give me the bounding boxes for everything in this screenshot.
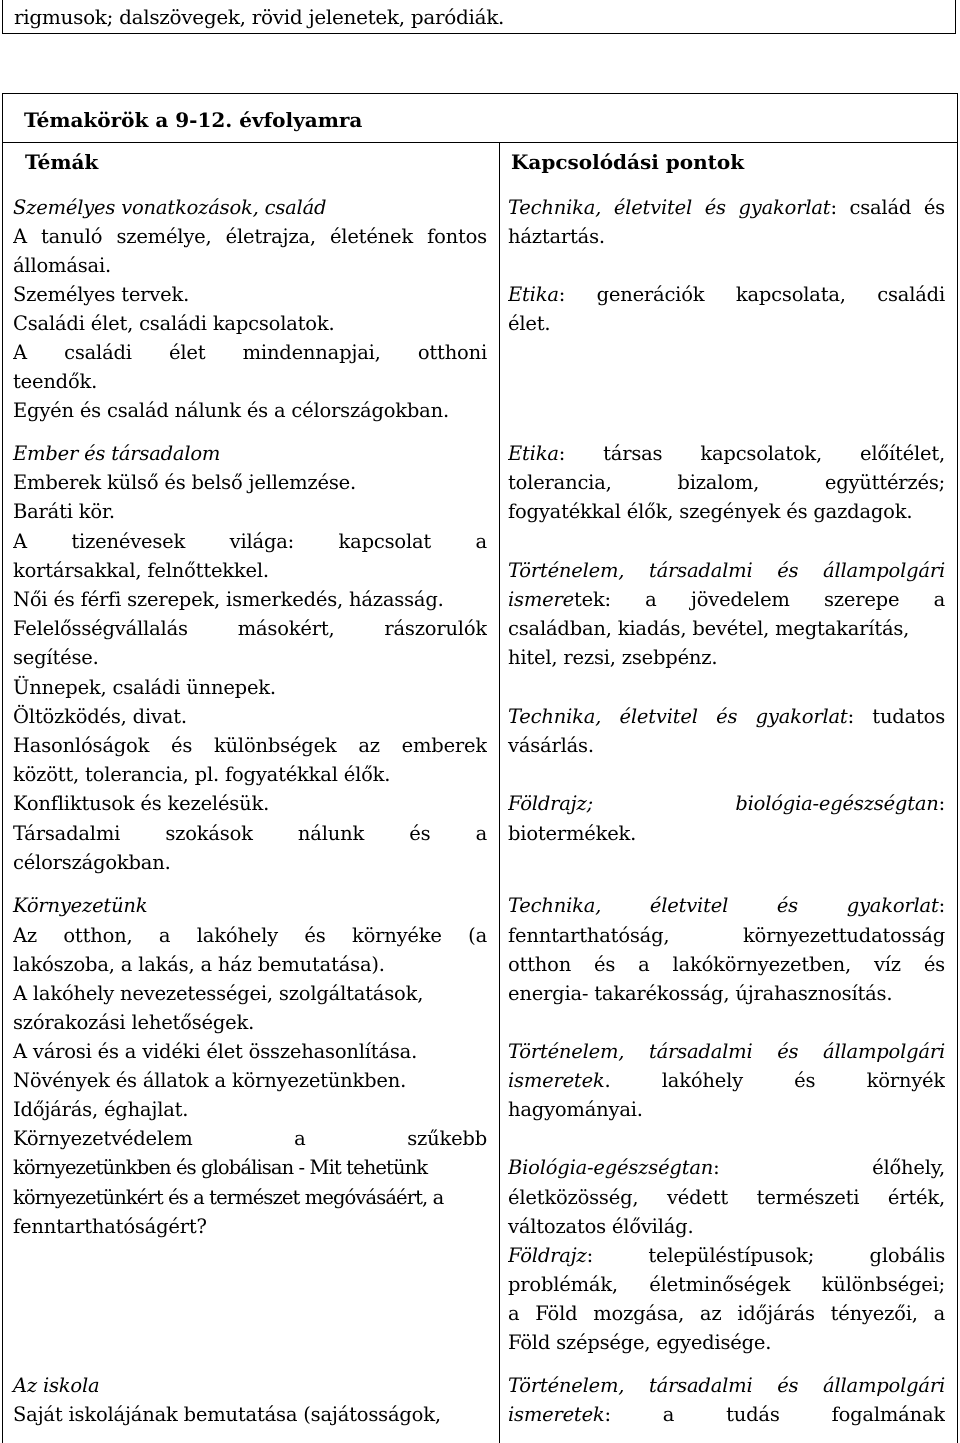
connection-line: ismeretek. lakóhely és környék	[508, 1069, 945, 1092]
previous-row-text: rigmusok; dalszövegek, rövid jelenetek, paródiák.	[14, 5, 505, 29]
section-title: Az iskola	[13, 1374, 100, 1397]
connection-line: Történelem, társadalmi és állampolgári	[508, 1040, 945, 1063]
topic-line: Baráti kör.	[13, 500, 115, 523]
connection-line: Történelem, társadalmi és állampolgári	[508, 559, 945, 582]
connection-line: a Föld mozgása, az időjárás tényezői, a	[508, 1302, 945, 1325]
topic-line: Ünnepek, családi ünnepek.	[13, 676, 276, 699]
connection-line: Etika: társas kapcsolatok, előítélet,	[508, 442, 945, 465]
topic-line: teendők.	[13, 370, 98, 393]
connection-line: hitel, rezsi, zsebpénz.	[508, 646, 718, 669]
connection-line: Történelem, társadalmi és állampolgári	[508, 1374, 945, 1397]
connection-line: fenntarthatóság, környezettudatosság	[508, 924, 945, 947]
topic-line: A városi és a vidéki élet összehasonlítása.	[13, 1040, 418, 1063]
connection-line: Biológia-egészségtan: élőhely,	[508, 1156, 945, 1179]
header-divider	[3, 142, 957, 143]
topic-line: Környezetvédelem a szűkebb	[13, 1127, 487, 1150]
topic-line: Családi élet, családi kapcsolatok.	[13, 312, 335, 335]
section-title: Személyes vonatkozások, család	[13, 196, 327, 219]
connection-line: Technika, életvitel és gyakorlat:	[508, 894, 945, 917]
connection-line: élet.	[508, 312, 551, 335]
section-title: Ember és társadalom	[13, 442, 221, 465]
topic-line: Személyes tervek.	[13, 283, 190, 306]
topic-line: A tanuló személye, életrajza, életének fontos	[13, 225, 487, 248]
topic-line: szórakozási lehetőségek.	[13, 1011, 255, 1034]
topic-line: Társadalmi szokások nálunk és a	[13, 822, 487, 845]
col-header-topics: Témák	[25, 150, 99, 174]
topic-line: Emberek külső és belső jellemzése.	[13, 471, 356, 494]
table-title: Témakörök a 9-12. évfolyamra	[24, 108, 363, 132]
connection-line: biotermékek.	[508, 822, 637, 845]
connection-line: tolerancia, bizalom, együttérzés;	[508, 471, 945, 494]
topic-line: kortársakkal, felnőttekkel.	[13, 559, 269, 582]
connection-line: Technika, életvitel és gyakorlat: tudatos	[508, 705, 945, 728]
topic-line: Konfliktusok és kezelésük.	[13, 792, 270, 815]
topic-line: A tizenévesek világa: kapcsolat a	[13, 530, 487, 553]
topic-line: környezetünkben és globálisan - Mit tehetünk	[13, 1156, 428, 1179]
topic-line: Időjárás, éghajlat.	[13, 1098, 189, 1121]
topic-line: A családi élet mindennapjai, otthoni	[13, 341, 487, 364]
connection-line: ismeretek: a jövedelem szerepe a	[508, 588, 945, 611]
connection-line: Föld szépsége, egyedisége.	[508, 1331, 772, 1354]
topic-line: állomásai.	[13, 254, 112, 277]
topic-line: segítése.	[13, 646, 99, 669]
topic-line: Hasonlóságok és különbségek az emberek	[13, 734, 487, 757]
connection-line: ismeretek: a tudás fogalmának	[508, 1403, 945, 1426]
topic-line: Egyén és család nálunk és a célországokban.	[13, 399, 449, 422]
topic-line: környezetünkért és a természet megóvásáért, a	[13, 1186, 444, 1209]
col-header-connections: Kapcsolódási pontok	[511, 150, 745, 174]
topic-line: között, tolerancia, pl. fogyatékkal élők.	[13, 763, 391, 786]
topic-line: Felelősségvállalás másokért, rászorulók	[13, 617, 487, 640]
section-title: Környezetünk	[13, 894, 148, 917]
connection-line: vásárlás.	[508, 734, 594, 757]
topic-line: Női és férfi szerepek, ismerkedés, házasság.	[13, 588, 444, 611]
connection-line: fogyatékkal élők, szegények és gazdagok.	[508, 500, 913, 523]
connection-line: problémák, életminőségek különbségei;	[508, 1273, 945, 1296]
connection-line: változatos élővilág.	[508, 1215, 694, 1238]
connection-line: családban, kiadás, bevétel, megtakarítás,	[508, 617, 910, 640]
topic-line: lakószoba, a lakás, a ház bemutatása).	[13, 953, 385, 976]
topic-line: Saját iskolájának bemutatása (sajátosságok,	[13, 1403, 441, 1426]
connection-line: háztartás.	[508, 225, 605, 248]
topic-line: Öltözködés, divat.	[13, 705, 187, 728]
topic-line: célországokban.	[13, 851, 171, 874]
connection-line: Technika, életvitel és gyakorlat: család és	[508, 196, 945, 219]
connection-line: hagyományai.	[508, 1098, 643, 1121]
topic-line: A lakóhely nevezetességei, szolgáltatások,	[13, 982, 424, 1005]
connection-line: életközösség, védett természeti érték,	[508, 1186, 945, 1209]
column-divider	[499, 142, 500, 1443]
topic-line: Növények és állatok a környezetünkben.	[13, 1069, 407, 1092]
connection-line: energia- takarékosság, újrahasznosítás.	[508, 982, 893, 1005]
connection-line: Etika: generációk kapcsolata, családi	[508, 283, 945, 306]
connection-line: Földrajz; biológia-egészségtan:	[508, 792, 945, 815]
connection-line: Földrajz: településtípusok; globális	[508, 1244, 945, 1267]
topic-line: fenntarthatóságért?	[13, 1215, 207, 1238]
topic-line: Az otthon, a lakóhely és környéke (a	[13, 924, 487, 947]
previous-table-row	[2, 0, 956, 34]
connection-line: otthon és a lakókörnyezetben, víz és	[508, 953, 945, 976]
